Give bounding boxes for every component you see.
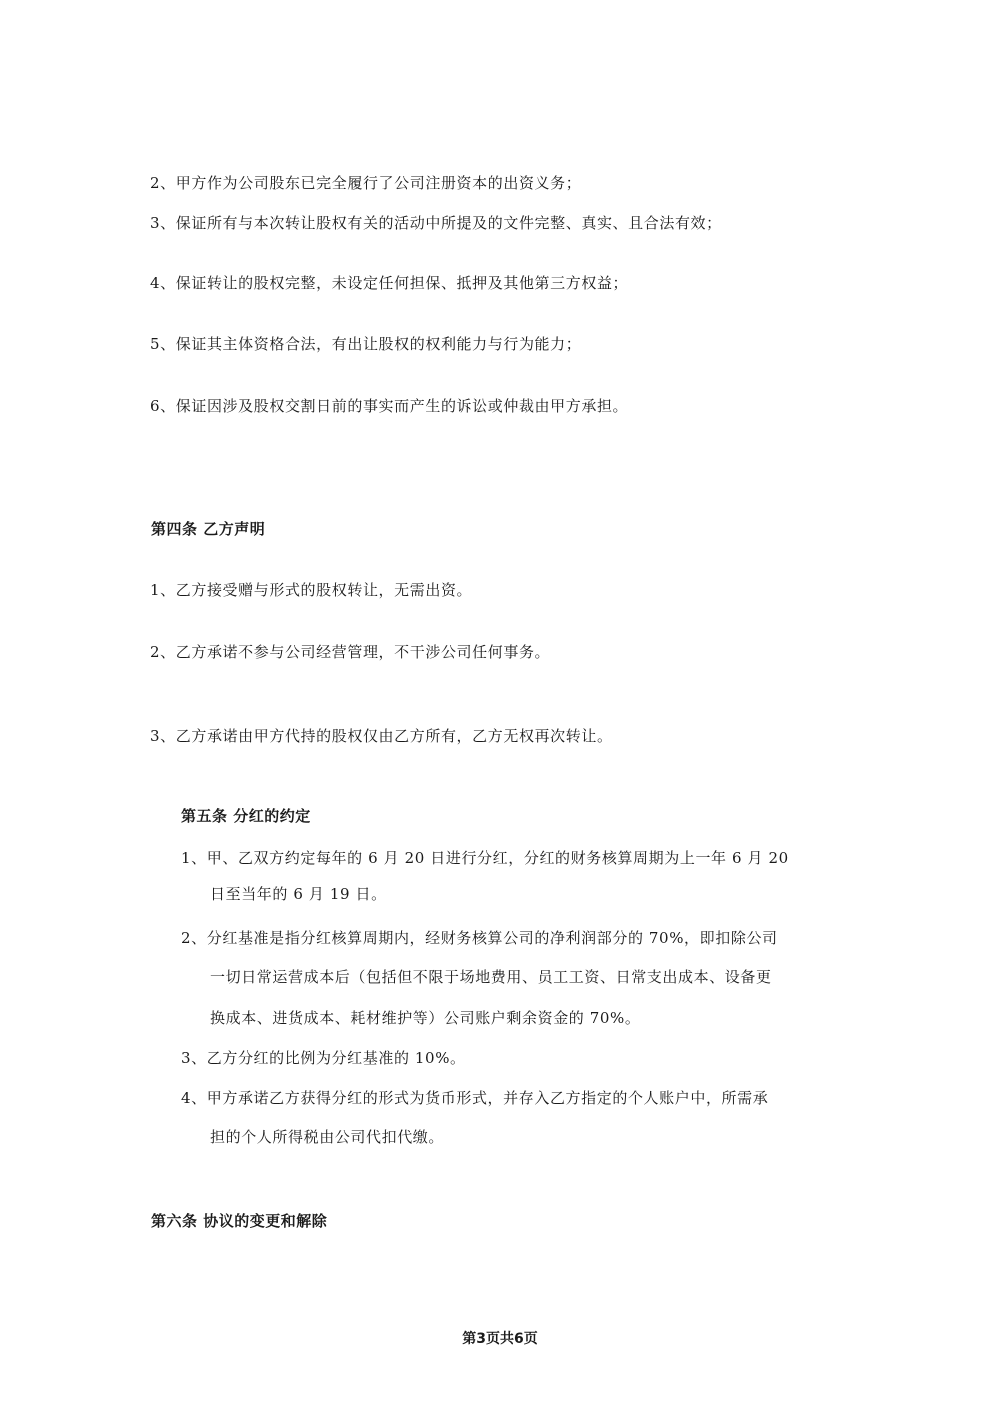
section5-item-2-line-1: 2、分红基准是指分红核算周期内，经财务核算公司的净利润部分的 70%，即扣除公司 xyxy=(181,929,778,947)
section5-item-3: 3、乙方分红的比例为分红基准的 10%。 xyxy=(181,1049,466,1067)
section4-heading: 第四条 乙方声明 xyxy=(151,520,266,538)
section5-item-2-line-2: 一切日常运营成本后（包括但不限于场地费用、员工工资、日常支出成本、设备更 xyxy=(210,968,772,986)
section5-item-4-line-2: 担的个人所得税由公司代扣代缴。 xyxy=(210,1128,445,1146)
section6-heading: 第六条 协议的变更和解除 xyxy=(151,1212,328,1230)
page-number-footer: 第3页共6页 xyxy=(462,1331,538,1347)
section5-item-4-line-1: 4、甲方承诺乙方获得分红的形式为货币形式，并存入乙方指定的个人账户中，所需承 xyxy=(181,1089,769,1107)
section5-item-1-line-2: 日至当年的 6 月 19 日。 xyxy=(210,885,387,903)
section4-item-3: 3、乙方承诺由甲方代持的股权仅由乙方所有，乙方无权再次转让。 xyxy=(150,727,613,745)
section4-item-1: 1、乙方接受赠与形式的股权转让，无需出资。 xyxy=(150,581,473,599)
section3-item-6: 6、保证因涉及股权交割日前的事实而产生的诉讼或仲裁由甲方承担。 xyxy=(150,397,629,415)
section3-item-3: 3、保证所有与本次转让股权有关的活动中所提及的文件完整、真实、且合法有效； xyxy=(150,214,722,232)
section4-item-2: 2、乙方承诺不参与公司经营管理，不干涉公司任何事务。 xyxy=(150,643,551,661)
section5-item-1-line-1: 1、甲、乙双方约定每年的 6 月 20 日进行分红，分红的财务核算周期为上一年 6 月 20 xyxy=(181,849,789,867)
section3-item-2: 2、甲方作为公司股东已完全履行了公司注册资本的出资义务； xyxy=(150,174,582,192)
section5-heading: 第五条 分红的约定 xyxy=(181,807,311,825)
section3-item-4: 4、保证转让的股权完整，未设定任何担保、抵押及其他第三方权益； xyxy=(150,274,629,292)
section5-item-2-line-3: 换成本、进货成本、耗材维护等）公司账户剩余资金的 70%。 xyxy=(210,1009,641,1027)
section3-item-5: 5、保证其主体资格合法，有出让股权的权利能力与行为能力； xyxy=(150,335,582,353)
